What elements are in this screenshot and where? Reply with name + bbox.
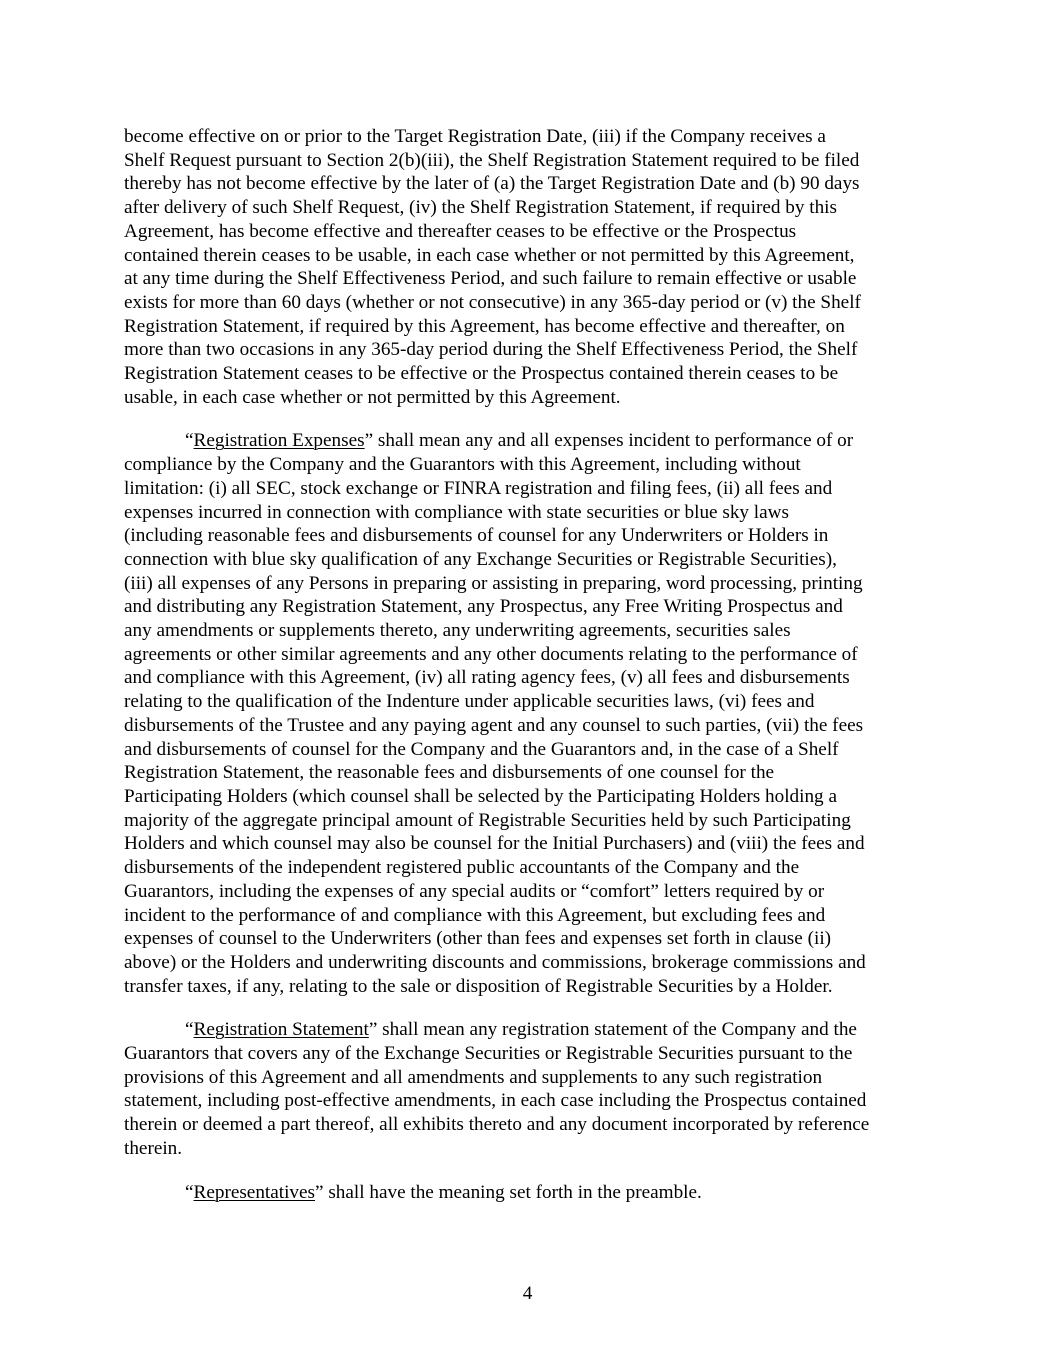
text-line: therein. — [124, 1137, 183, 1159]
text-line: Agreement, has become effective and thereafter ceases to be effective or the Prospectus — [124, 220, 797, 242]
paragraph-continuation — [124, 125, 936, 409]
text-line: limitation: (i) all SEC, stock exchange or FINRA registration and filing fees, (ii) all fees and — [124, 477, 833, 499]
text-line: contained therein ceases to be usable, in each case whether or not permitted by this Agreement, — [124, 244, 855, 266]
open-quote: “ — [185, 1019, 194, 1041]
text-line: statement, including post-effective amendments, in each case including the Prospectus contained — [124, 1090, 867, 1112]
definition-lead: ” shall mean any and all expenses incident to performance of or — [364, 430, 854, 452]
definition-registration-expenses — [124, 429, 936, 998]
defined-term: Registration Expenses — [193, 430, 365, 452]
text-line: provisions of this Agreement and all amendments and supplements to any such registration — [124, 1066, 823, 1088]
text-line: majority of the aggregate principal amount of Registrable Securities held by such Participating — [124, 809, 851, 831]
text-line: and compliance with this Agreement, (iv) all rating agency fees, (v) all fees and disbursements — [124, 667, 850, 689]
text-line: after delivery of such Shelf Request, (iv) the Shelf Registration Statement, if required by this — [124, 197, 837, 219]
text-line: become effective on or prior to the Target Registration Date, (iii) if the Company receives a — [124, 126, 826, 147]
open-quote: “ — [185, 430, 194, 452]
defined-term: Representatives — [193, 1181, 316, 1203]
text-line: agreements or other similar agreements and any other documents relating to the performance of — [124, 643, 858, 665]
text-line: Guarantors that covers any of the Exchange Securities or Registrable Securities pursuant to the — [124, 1043, 853, 1065]
text-line: Registration Statement, the reasonable fees and disbursements of one counsel for the — [124, 762, 775, 784]
text-line: Registration Statement, if required by this Agreement, has become effective and thereafter, on — [124, 315, 845, 337]
text-line: incident to the performance of and compliance with this Agreement, but excluding fees and — [124, 904, 826, 926]
text-line: and distributing any Registration Statement, any Prospectus, any Free Writing Prospectus and — [124, 596, 843, 618]
text-line: (iii) all expenses of any Persons in preparing or assisting in preparing, word processing, printing — [124, 572, 863, 594]
text-line: more than two occasions in any 365-day period during the Shelf Effectiveness Period, the Shelf — [124, 339, 858, 361]
text-line: expenses incurred in connection with compliance with state securities or blue sky laws — [124, 501, 789, 523]
text-line: disbursements of the independent registered public accountants of the Company and the — [124, 857, 800, 879]
text-line: usable, in each case whether or not permitted by this Agreement. — [124, 386, 621, 408]
text-line: above) or the Holders and underwriting discounts and commissions, brokerage commissions and — [124, 951, 866, 973]
text-line: connection with blue sky qualification of any Exchange Securities or Registrable Securities), — [124, 548, 837, 570]
definition-lead: ” shall mean any registration statement of the Company and the — [368, 1019, 857, 1041]
text-line: Shelf Request pursuant to Section 2(b)(iii), the Shelf Registration Statement required to be filed — [124, 149, 860, 171]
definition-registration-statement — [124, 1018, 936, 1160]
text-line: therein or deemed a part thereof, all exhibits thereto and any document incorporated by reference — [124, 1114, 870, 1136]
text-line: any amendments or supplements thereto, any underwriting agreements, securities sales — [124, 620, 791, 642]
text-line: thereby has not become effective by the later of (a) the Target Registration Date and (b) 90 days — [124, 173, 860, 195]
text-line: (including reasonable fees and disbursements of counsel for any Underwriters or Holders in — [124, 525, 829, 547]
text-line: disbursements of the Trustee and any paying agent and any counsel to such parties, (vii) the fees — [124, 714, 864, 736]
text-line: expenses of counsel to the Underwriters (other than fees and expenses set forth in clause (ii) — [124, 928, 832, 950]
text-line: compliance by the Company and the Guarantors with this Agreement, including without — [124, 454, 801, 476]
text-line: and disbursements of counsel for the Company and the Guarantors and, in the case of a Shelf — [124, 738, 839, 760]
text-line: Participating Holders (which counsel shall be selected by the Participating Holders holding a — [124, 785, 837, 807]
text-line: transfer taxes, if any, relating to the sale or disposition of Registrable Securities by a Holder. — [124, 975, 833, 997]
text-line: exists for more than 60 days (whether or not consecutive) in any 365-day period or (v) the Shelf — [124, 291, 861, 313]
text-line: relating to the qualification of the Indenture under applicable securities laws, (vi) fees and — [124, 691, 815, 713]
text-line: at any time during the Shelf Effectiveness Period, and such failure to remain effective or usable — [124, 268, 857, 290]
definition-first-line — [124, 1018, 936, 1042]
definition-first-line — [124, 1181, 936, 1205]
text-line: Holders and which counsel may also be counsel for the Initial Purchasers) and (viii) the fees and — [124, 833, 865, 855]
text-line: Guarantors, including the expenses of any special audits or “comfort” letters required by or — [124, 880, 825, 902]
definition-first-line — [124, 429, 936, 453]
page-number: 4 — [522, 1283, 533, 1304]
defined-term: Registration Statement — [193, 1019, 369, 1041]
text-line: Registration Statement ceases to be effective or the Prospectus contained therein ceases to be — [124, 363, 839, 385]
open-quote: “ — [185, 1181, 194, 1203]
definition-representatives — [124, 1181, 936, 1205]
document-body — [124, 125, 936, 1224]
definition-lead: ” shall have the meaning set forth in the preamble. — [315, 1181, 702, 1203]
